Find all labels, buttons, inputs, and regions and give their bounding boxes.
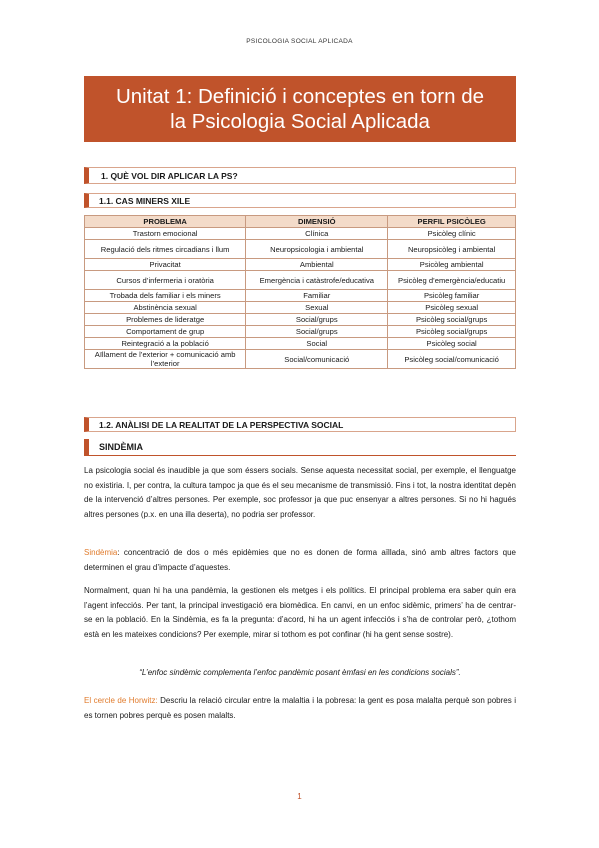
quote: “L’enfoc sindèmic complementa l’enfoc pandèmic posant èmfasi en les condicions socials”. [139,668,461,677]
definition-term: Sindèmia [84,548,118,557]
table-cell: Comportament de grup [85,326,246,338]
table-cell: Psicòleg social [388,338,516,350]
table-row [85,326,516,338]
table-cell: Abstinència sexual [85,302,246,314]
table-cell: Psicòleg social/grups [388,314,516,326]
definition-text: : concentració de dos o més epidèmies que no es donen de forma aïllada, sinó amb altres factors que determinen el grau d’impacte d’aquestes. [84,548,516,572]
table-row [85,259,516,271]
table-cell: Psicòleg familiar [388,290,516,302]
table-cell: Neuropsicologia i ambiental [246,240,388,259]
table-cell: Ambiental [246,259,388,271]
table-header-cell: PERFIL PSICÒLEG [388,216,516,228]
table-header-cell: PROBLEMA [85,216,246,228]
section-heading-1: 1. QUÈ VOL DIR APLICAR LA PS? [84,167,516,184]
table-row [85,338,516,350]
table-cell: Aïllament de l’exterior + comunicació amb l’exterior [85,350,246,369]
table-cell: Regulació dels ritmes circadians i llum [85,240,246,259]
page-title-line1: Unitat 1: Definició i conceptes en torn de [115,85,485,108]
page-title-line2: la Psicologia Social Aplicada [170,110,430,133]
table-cell: Clínica [246,228,388,240]
table-cell: Trobada dels familiar i els miners [85,290,246,302]
page-number: 1 [297,792,302,801]
table-cell: Social/comunicació [246,350,388,369]
table-cell: Psicòleg clínic [388,228,516,240]
subheading-sindemia: SINDÈMIA [84,439,516,456]
table-header-cell: DIMENSIÓ [246,216,388,228]
table-row [85,240,516,259]
table-row [85,314,516,326]
table-cell: Social/grups [246,314,388,326]
problems-table [84,215,516,369]
table-cell: Psicòleg d’emergència/educatiu [388,271,516,290]
table-cell: Familiar [246,290,388,302]
section-heading-1-1: 1.1. CAS MINERS XILE [84,193,516,208]
paragraph-intro: La psicologia social és inaudible ja que som éssers socials. Sense aquesta necessitat social, per exemple, el llenguatge no existiria. I, per contra, la cultura tampoc ja que és el seu mecanisme de transmissió. Fins i tot, la nostra identitat depèn de la intervenció d’altres persones. Per exemple, soc professor ja que puc ensenyar a altres persones. Si no hi hagués altres persones (p.x. en una illa deserta), no podria ser professor. [84,466,516,519]
table-cell: Psicòleg social/comunicació [388,350,516,369]
table-cell: Sexual [246,302,388,314]
table-cell: Psicòleg social/grups [388,326,516,338]
table-row [85,350,516,369]
horwitz-term: El cercle de Horwitz: [84,696,158,705]
table-row [85,271,516,290]
table-cell: Reintegració a la població [85,338,246,350]
table-cell: Psicòleg sexual [388,302,516,314]
table-cell: Social/grups [246,326,388,338]
table-header-row [85,216,516,228]
table-cell: Trastorn emocional [85,228,246,240]
running-header: PSICOLOGIA SOCIAL APLICADA [246,38,353,45]
paragraph-definition [84,546,516,575]
table-cell: Social [246,338,388,350]
table-row [85,290,516,302]
table-row [85,302,516,314]
table-cell: Emergència i catàstrofe/educativa [246,271,388,290]
table-cell: Privacitat [85,259,246,271]
table-cell: Cursos d’infermeria i oratòria [85,271,246,290]
paragraph-pandemic: Normalment, quan hi ha una pandèmia, la gestionen els metges i els polítics. El principal problema era saber quin era l’agent infecciós. Per tant, la principal investigació era biomèdica. En canvi, en un enfoc sidèmic, primers’ ha de centrar-se en la població. En la Sindèmia, es fa la pregunta: d’acord, hi ha un agent infecciós i s’ha de controlar però, ¿tothom està en les mateixes condicions? Per exemple, mirar si tothom es pot confinar (hi ha gent sense sostre). [84,586,516,639]
horwitz-text: Descriu la relació circular entre la malaltia i la pobresa: la gent es posa malalta perquè son pobres i es tornen pobres perquè es posen malalts. [84,696,516,720]
table-cell: Neuropsicòleg i ambiental [388,240,516,259]
paragraph-horwitz [84,694,516,723]
section-heading-1-2: 1.2. ANÀLISI DE LA REALITAT DE LA PERSPECTIVA SOCIAL [84,417,516,432]
page-title [84,76,516,142]
table-cell: Psicòleg ambiental [388,259,516,271]
table-cell: Problemes de lideratge [85,314,246,326]
table-row [85,228,516,240]
